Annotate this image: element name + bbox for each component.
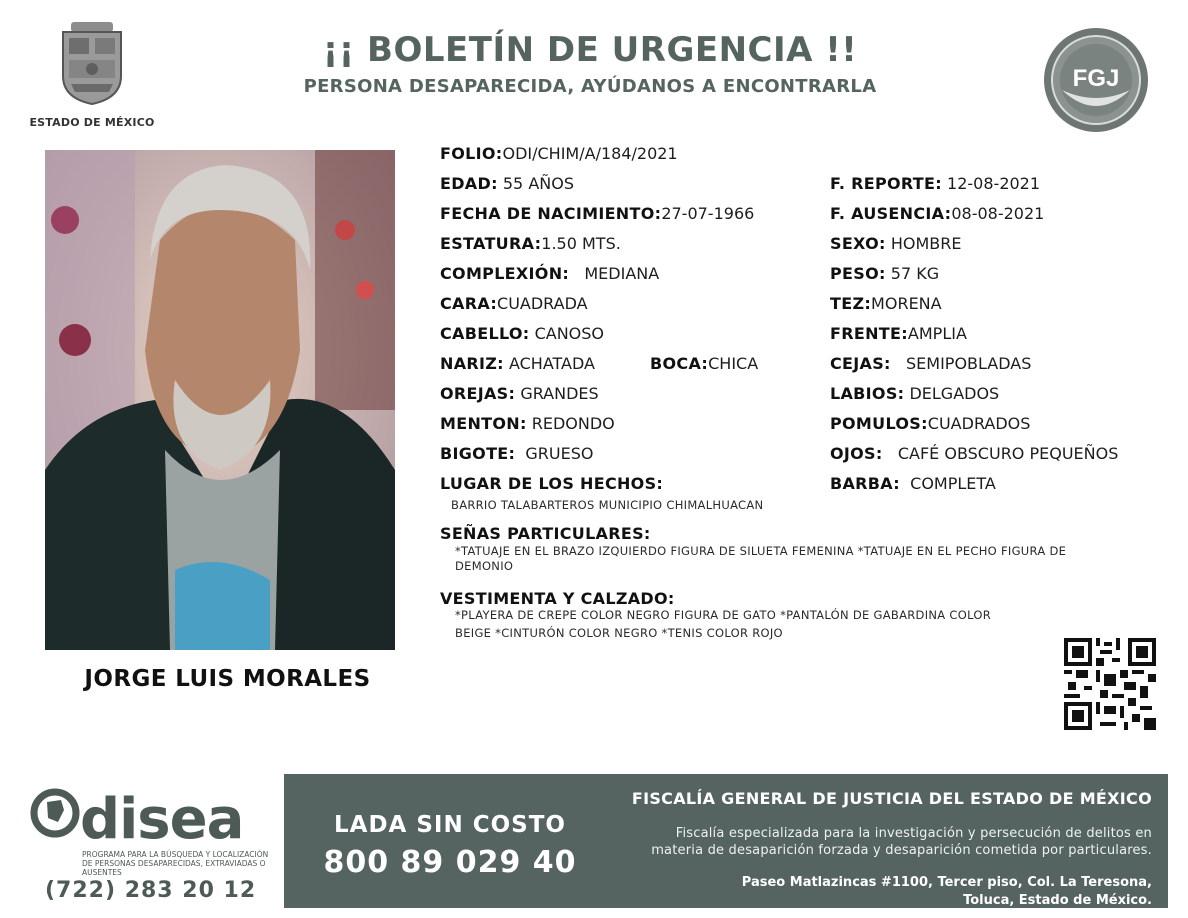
- field-menton: [440, 414, 615, 433]
- field-folio: [440, 144, 678, 163]
- field-label: EDAD:: [440, 174, 498, 193]
- odisea-wordmark: disea: [80, 787, 244, 852]
- field-value: ODI/CHIM/A/184/2021: [502, 144, 678, 163]
- field-f-ausencia: [830, 204, 1044, 223]
- field-bigote: [440, 444, 594, 463]
- missing-person-photo: [45, 150, 395, 650]
- field-cabello: [440, 324, 604, 343]
- field-label: TEZ:: [830, 294, 872, 313]
- address-line-2: Toluca, Estado de México.: [963, 892, 1152, 908]
- field-f-reporte: [830, 174, 1040, 193]
- field-value: HOMBRE: [890, 234, 962, 253]
- field-label: SEXO:: [830, 234, 886, 253]
- field-label: BARBA:: [830, 474, 900, 493]
- senas-label: SEÑAS PARTICULARES:: [440, 524, 651, 543]
- address-line-1: Paseo Matlazincas #1100, Tercer piso, Col. La Teresona,: [741, 875, 1152, 890]
- fgj-logo: [1042, 26, 1150, 134]
- field-value: ACHATADA: [508, 354, 595, 373]
- field-complexion: [440, 264, 659, 283]
- field-value: CANOSO: [534, 324, 605, 343]
- field-value: MEDIANA: [584, 264, 660, 283]
- field-label: MENTON:: [440, 414, 527, 433]
- fgj-logo-text: FGJ: [1072, 65, 1120, 92]
- estado-de-mexico-logo: [28, 20, 156, 129]
- field-value: CUADRADA: [497, 294, 588, 313]
- senas-line-2: DEMONIO: [455, 559, 514, 573]
- field-barba: [830, 474, 996, 493]
- field-label: FECHA DE NACIMIENTO:: [440, 204, 662, 223]
- odisea-tagline-1: PROGRAMA PARA LA BÚSQUEDA Y LOCALIZACIÓN: [82, 850, 269, 859]
- field-label: COMPLEXIÓN:: [440, 264, 570, 283]
- person-name: JORGE LUIS MORALES: [84, 666, 371, 692]
- field-label: ESTATURA:: [440, 234, 542, 253]
- field-tez: [830, 294, 942, 313]
- lugar-label: LUGAR DE LOS HECHOS:: [440, 474, 664, 493]
- field-estatura: [440, 234, 621, 253]
- field-nariz: [440, 354, 595, 373]
- field-value: REDONDO: [531, 414, 615, 433]
- field-frente: [830, 324, 967, 343]
- field-value: GRUESO: [525, 444, 594, 463]
- field-label: FRENTE:: [830, 324, 908, 343]
- field-sexo: [830, 234, 961, 253]
- field-value: COMPLETA: [910, 474, 996, 493]
- field-labios: [830, 384, 999, 403]
- field-label: LABIOS:: [830, 384, 905, 403]
- field-label: F. AUSENCIA:: [830, 204, 952, 223]
- odisea-tagline-2: DE PERSONAS DESAPARECIDAS, EXTRAVIADAS O: [82, 859, 266, 868]
- field-value: 1.50 MTS.: [541, 234, 621, 253]
- fiscalia-description-line-2: materia de desaparición forzada y desaparición cometida por particulares.: [651, 842, 1152, 858]
- field-label: F. REPORTE:: [830, 174, 942, 193]
- field-label: FOLIO:: [440, 144, 503, 163]
- odisea-tagline-3: AUSENTES: [82, 868, 122, 877]
- field-value: 27-07-1966: [661, 204, 755, 223]
- field-label: BIGOTE:: [440, 444, 516, 463]
- bulletin-subtitle: PERSONA DESAPARECIDA, AYÚDANOS A ENCONTRARLA: [303, 76, 877, 97]
- field-peso: [830, 264, 939, 283]
- fiscalia-address: [592, 874, 1152, 909]
- field-label: NARIZ:: [440, 354, 504, 373]
- fiscalia-description: [592, 826, 1152, 860]
- bulletin-title: ¡¡ BOLETÍN DE URGENCIA !!: [322, 30, 858, 70]
- field-label: CABELLO:: [440, 324, 530, 343]
- field-value: 55 AÑOS: [502, 174, 574, 193]
- field-value: CHICA: [708, 354, 759, 373]
- field-label: CEJAS:: [830, 354, 891, 373]
- field-label: PESO:: [830, 264, 886, 283]
- field-value: 12-08-2021: [947, 174, 1041, 193]
- field-value: SEMIPOBLADAS: [906, 354, 1032, 373]
- qr-code[interactable]: [1064, 638, 1156, 730]
- vestimenta-line-1: *PLAYERA DE CREPE COLOR NEGRO FIGURA DE GATO *PANTALÓN DE GABARDINA COLOR: [455, 608, 992, 622]
- vestimenta-label: VESTIMENTA Y CALZADO:: [440, 589, 675, 608]
- field-cara: [440, 294, 588, 313]
- field-cejas: [830, 354, 1031, 373]
- field-pomulos: [830, 414, 1030, 433]
- fiscalia-title: FISCALÍA GENERAL DE JUSTICIA DEL ESTADO DE MÉXICO: [631, 789, 1152, 808]
- odisea-logo: [30, 786, 280, 877]
- field-label: CARA:: [440, 294, 498, 313]
- field-value: CAFÉ OBSCURO PEQUEÑOS: [897, 444, 1119, 463]
- fiscalia-description-line-1: Fiscalía especializada para la investigación y persecución de delitos en: [675, 826, 1152, 841]
- field-ojos: [830, 444, 1118, 463]
- field-value: DELGADOS: [909, 384, 1000, 403]
- field-fecha-nacimiento: [440, 204, 754, 223]
- field-label: BOCA:: [650, 354, 709, 373]
- odisea-phone[interactable]: (722) 283 20 12: [45, 878, 257, 903]
- lada-label: LADA SIN COSTO: [334, 812, 566, 838]
- field-label: OJOS:: [830, 444, 883, 463]
- field-boca: [650, 354, 758, 373]
- senas-line-1: *TATUAJE EN EL BRAZO IZQUIERDO FIGURA DE SILUETA FEMENINA *TATUAJE EN EL PECHO FIGURA DE: [455, 544, 1067, 558]
- field-label: OREJAS:: [440, 384, 516, 403]
- odisea-map-icon: [30, 786, 80, 848]
- field-value: MORENA: [871, 294, 942, 313]
- lugar-value: BARRIO TALABARTEROS MUNICIPIO CHIMALHUACAN: [451, 498, 764, 512]
- field-label: POMULOS:: [830, 414, 928, 433]
- field-edad: [440, 174, 574, 193]
- field-value: 08-08-2021: [951, 204, 1045, 223]
- field-value: 57 KG: [890, 264, 940, 283]
- field-value: CUADRADOS: [927, 414, 1031, 433]
- lada-number[interactable]: 800 89 029 40: [323, 845, 577, 880]
- field-value: GRANDES: [520, 384, 599, 403]
- field-value: AMPLIA: [907, 324, 967, 343]
- vestimenta-line-2: BEIGE *CINTURÓN COLOR NEGRO *TENIS COLOR ROJO: [455, 626, 783, 640]
- state-coat-of-arms-icon: [57, 20, 127, 106]
- field-orejas: [440, 384, 599, 403]
- state-label: ESTADO DE MÉXICO: [29, 116, 155, 129]
